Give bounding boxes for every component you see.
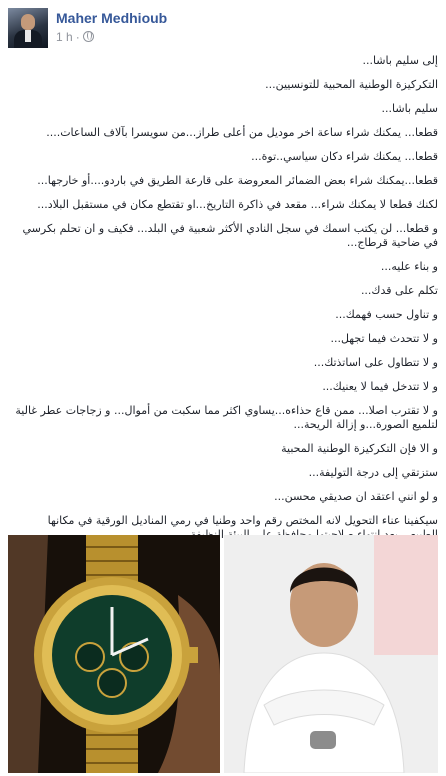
post-paragraph: قطعا...يمكنك شراء بعض الضمائر المعروضة على قارعة الطريق في باردو....أو خارجها... [37,174,438,187]
post-paragraph: و لو انني اعتقد ان صديقي محسن... [274,490,438,503]
globe-icon[interactable] [83,31,94,42]
post-paragraph: و بناء عليه... [380,260,438,273]
post-paragraph: سيكفينا عناء التحويل لانه المختص رقم واحد وطنيا في رمي المناديل الورقية في مكانها [47,514,438,527]
post-photos [8,535,438,773]
post-paragraph: تكلم على قدك... [360,284,438,297]
post-paragraph: سليم باشا... [381,102,438,115]
post-meta: 1 h · [56,30,94,44]
post-paragraph: و لا تتحدث فيما تجهل... [330,332,438,345]
post-paragraph: و لا تقترب اصلا... ممن قاع حذاءه...يساوي اكثر مما سكبت من أموال... و زجاجات عطر غالية لتلميع الصورة...و إزالة الريحة... [15,404,438,431]
post-time[interactable]: 1 h [56,30,73,44]
portrait-illustration [224,535,438,773]
post-paragraph: و لا تتدخل فيما لا يعنيك... [322,380,438,393]
post-paragraph: إلى سليم باشا... [362,54,438,67]
post-paragraph: التكركيزة الوطنية المحبية للتونسيين... [265,78,438,91]
author-name[interactable]: Maher Medhioub [56,10,168,26]
post-paragraph: و لا تتطاول على اساتذتك... [313,356,438,369]
post-paragraph: و الا فإن التكركيزة الوطنية المحبية [281,442,438,455]
post-paragraph: ستزتقي إلى درجة التوليفة... [308,466,438,479]
post-paragraph: قطعا... يمكنك شراء دكان سياسي..توة... [251,150,438,163]
post-text [8,54,438,552]
post-paragraph: قطعا... يمكنك شراء ساعة اخر موديل من أعلى طراز...من سويسرا بآلاف الساعات.... [46,126,438,139]
avatar[interactable] [8,8,48,48]
post-paragraph: و قطعا... لن يكتب اسمك في سجل النادي الأكثر شعبية في البلد... فكيف و ان تحلم بكرسي في ضاحية قرطاج... [22,222,438,249]
post-paragraph: و تناول حسب فهمك... [335,308,438,321]
post-paragraph: لكنك قطعا لا يمكنك شراء... مقعد في ذاكرة التاريخ...او تقتطع مكان في مستقبل البلاد... [37,198,438,211]
gold-watch-illustration [8,535,220,773]
man-portrait-photo[interactable] [224,535,438,773]
gold-watch-photo[interactable] [8,535,220,773]
post-header [8,8,438,48]
